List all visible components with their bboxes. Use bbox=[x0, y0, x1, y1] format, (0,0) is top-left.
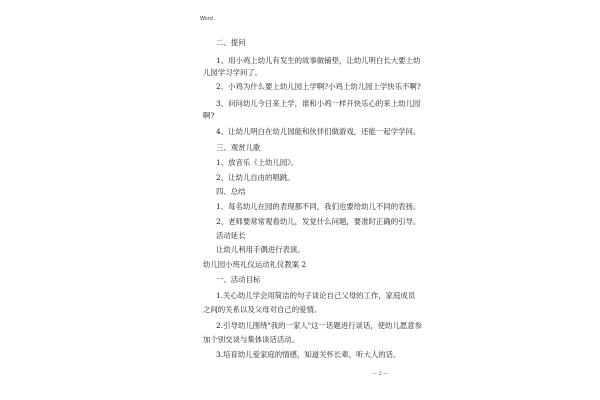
paragraph-line: 2、让幼儿自由的唱跳。 bbox=[216, 173, 295, 182]
paragraph-line: 1、每名幼儿在园的表现都不同，我们也要给幼儿不同的表扬。 bbox=[216, 202, 421, 211]
heading-goals: 一、活动目标 bbox=[216, 275, 261, 284]
paragraph-line: 3、问问幼儿今日来上学，谁和小鸡一样开快乐心的来上幼儿园 bbox=[216, 99, 421, 108]
paragraph-line: 2、老师要常常观看幼儿，发觉什么问题，要准时正确的引导。 bbox=[216, 217, 421, 226]
paragraph-line: 啊? bbox=[203, 111, 215, 120]
paragraph-line: 4、让幼儿明白在幼儿园能和伙伴们做游戏，还能一起学学问。 bbox=[216, 127, 421, 136]
paragraph-line: 2.引导幼儿围绕"我的一家人"这一话题进行谈话，使幼儿愿意参 bbox=[216, 321, 423, 330]
paragraph-line: 1、放音乐《上幼儿园》。 bbox=[216, 158, 299, 167]
app-label: Word bbox=[200, 16, 213, 22]
paragraph-line: 儿园学习学问了。 bbox=[203, 68, 263, 77]
section-title: 幼儿园小班礼仪运动礼仪教案 2 bbox=[203, 260, 307, 269]
heading-song: 三、观赏儿歌 bbox=[216, 143, 261, 152]
paragraph-line: 1、用小鸡上幼儿有发生的故事做铺垫，让幼儿明白长大要上幼 bbox=[216, 56, 421, 65]
paragraph-line: 之间的关系以及父母对自己的爱情。 bbox=[203, 305, 322, 314]
paragraph-line: 2、小鸡为什么要上幼儿园上学啊?小鸡上幼儿园上学快乐不啊? bbox=[216, 82, 421, 91]
paragraph-line: 1.关心幼儿学会用简洁的句子谈论自己父母的工作，家庭成员 bbox=[216, 291, 416, 300]
heading-extension: 活动延长 bbox=[216, 231, 246, 240]
page-number: — 2 — bbox=[372, 371, 389, 377]
paragraph-line: 让幼儿利用手偶进行表演。 bbox=[216, 245, 305, 254]
paragraph-line: 加个别交谈与集体谈话活动。 bbox=[203, 335, 300, 344]
heading-summary: 四、总结 bbox=[216, 187, 246, 196]
paragraph-line: 3.培育幼儿爱家庭的情感，知道关怀长辈，听大人的话。 bbox=[216, 350, 401, 359]
heading-questions: 二、提问 bbox=[216, 38, 246, 47]
